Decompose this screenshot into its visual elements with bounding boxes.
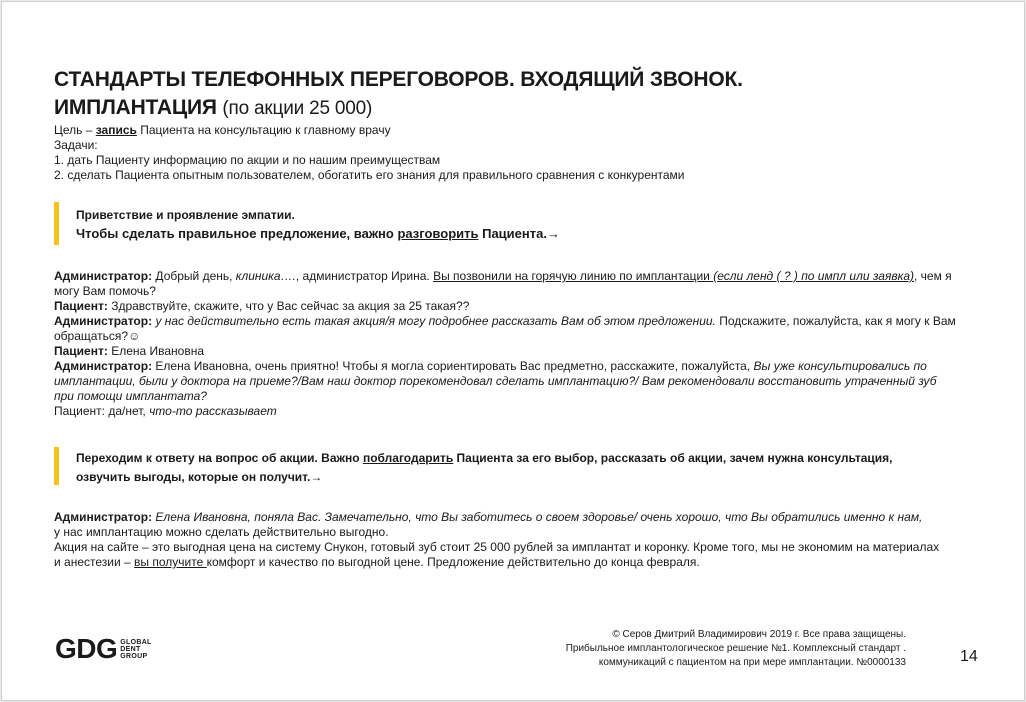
arrow-icon: →	[546, 226, 560, 241]
dialog-block-1	[54, 269, 959, 419]
logo-text: GLOBAL DENT GROUP	[120, 638, 152, 660]
goal-line: Цель – запись Пациента на консультацию к главному врачу	[54, 123, 391, 137]
dialog-line: и анестезии – вы получите комфорт и качество по выгодной цене. Предложение действительно до конца февраля.	[54, 555, 700, 569]
page-title	[54, 66, 743, 94]
tasks-label: Задачи:	[54, 138, 98, 152]
callout-offer-text: озвучить выгоды, которые он получит.→	[76, 470, 323, 484]
callout-greeting	[54, 202, 976, 245]
arrow-icon: →	[310, 470, 323, 484]
dialog-line: Акция на сайте – это выгодная цена на систему Снукон, готовый зуб стоит 25 000 рублей за имплантат и коронку. Кроме того, мы не экономим на материалах	[54, 540, 940, 554]
dialog-line: Администратор: у нас действительно есть такая акция/я могу подробнее рассказать Вам об этом предложении. Подскажите, пожалуйста, как я могу к Вам обращаться?☺	[54, 314, 956, 343]
goal-block	[54, 123, 954, 183]
dialog-line: у нас имплантацию можно сделать действительно выгодно.	[54, 525, 389, 539]
dialog-line: Пациент: Елена Ивановна	[54, 344, 205, 358]
callout-greeting-text: Чтобы сделать правильное предложение, важно разговорить Пациента.→	[76, 226, 560, 241]
task-2: 2. сделать Пациента опытным пользователем, обогатить его знания для правильного сравнения с конкурентами	[54, 168, 685, 182]
task-1: 1. дать Пациенту информацию по акции и по нашим преимуществам	[54, 153, 441, 167]
dialog-line: Пациент: Здравствуйте, скажите, что у Вас сейчас за акция за 25 такая??	[54, 299, 470, 313]
gdg-logo	[55, 635, 152, 663]
title-line1: СТАНДАРТЫ ТЕЛЕФОННЫХ ПЕРЕГОВОРОВ. ВХОДЯЩИЙ ЗВОНОК.	[54, 68, 743, 91]
dialog-line: Администратор: Елена Ивановна, очень приятно! Чтобы я могла сориентировать Вас предметно, расскажите, пожалуйста, Вы уже консультировались по имплантации, были у доктора на приеме?/Вам наш доктор порекомендовал сделать имплантацию?/ Вам рекомендовали восстановить утраченный зуб при помощи имплантата?	[54, 359, 937, 403]
callout-offer-title: Переходим к ответу на вопрос об акции. Важно поблагодарить Пациента за его выбор, рассказать об акции, зачем нужна консультация,	[76, 451, 893, 465]
callout-greeting-title: Приветствие и проявление эмпатии.	[76, 208, 295, 222]
title-line2: ИМПЛАНТАЦИЯ	[54, 96, 217, 119]
page-subtitle	[54, 94, 372, 123]
dialog-block-2	[54, 510, 959, 570]
copyright: © Серов Дмитрий Владимирович 2019 г. Все права защищены. Прибыльное имплантологическое решение №1. Комплексный стандарт . коммуникаций с пациентом на при мере имплантации. №0000133	[565, 629, 906, 668]
callout-offer	[54, 447, 976, 485]
goal-keyword: запись	[95, 123, 137, 137]
slide	[1, 1, 1025, 701]
dialog-line: Администратор: Елена Ивановна, поняла Вас. Замечательно, что Вы заботитесь о своем здоровье/ очень хорошо, что Вы обратились именно к нам,	[54, 510, 923, 524]
dialog-line: Администратор: Добрый день, клиника…., администратор Ирина. Вы позвонили на горячую линию по имплантации (если ленд ( ? ) по импл или заявка), чем я могу Вам помочь?	[54, 269, 952, 298]
page-number: 14	[960, 648, 978, 665]
dialog-line: Пациент: да/нет, что-то рассказывает	[54, 404, 277, 418]
title-sub: (по акции 25 000)	[222, 98, 373, 119]
logo-mark: GDG	[55, 633, 118, 664]
